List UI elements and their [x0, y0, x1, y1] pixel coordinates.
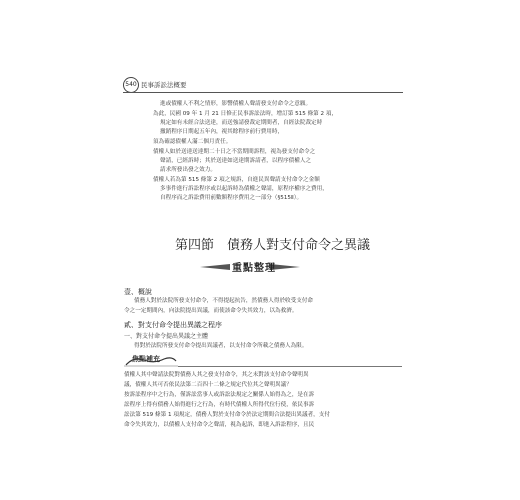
- bottom-line: 訟程序上得有債務人始得進行之行為，有時代債權人所得代位行使，依民事訴: [124, 402, 315, 408]
- part2-heading: 貳、對支付命令提出異議之程序: [124, 321, 222, 329]
- book-title: 民事訴訟法概要: [141, 81, 187, 89]
- bottom-line: 訟法第 519 條第 1 項規定，債務人對於支付命令於法定期間合法提出異議者，支付: [124, 412, 330, 418]
- top-line: 撤銷程序日期起五年內，視其餘程序前行費用時，: [160, 129, 284, 135]
- top-line: 請求所發出發之效力。: [160, 167, 216, 173]
- top-line: 為此，民國 09 年 1 月 21 日修正民事訴訟法時，增訂第 515 條第 2 項，: [153, 111, 338, 117]
- bottom-line: 命令失其效力，以債權人支付命令之聲請，視為起訴，即進入訴訟程序，且民: [124, 422, 315, 428]
- top-line: 進或債權人不利之情形，影響債權人聲請發支付命令之意願。: [160, 101, 312, 107]
- top-line: 聲請，已經訴時；其於送達如送達期訴請者，以程序債權人之: [160, 158, 312, 164]
- top-line: 自程序而之訴訟費用前數額程序費用之一部分（§515Ⅱ）。: [160, 195, 303, 201]
- top-line: 規定如有未經合法送達，而送強請發裁定期間者，自經法院裁定時: [160, 120, 323, 126]
- part2-line: 得對於法院所發支付命令提出異議者，以支付命令所載之債務人為限。: [134, 343, 308, 349]
- top-line: 多事件進行訴訟程序或以起訴時為債權之聲請，原程序權序之費用，: [160, 186, 328, 192]
- focus-divider: [178, 366, 402, 367]
- bottom-line: 債權人其中聲請法院對債務人其之發支付命令，其之未對該支付命令聲明異: [124, 372, 309, 378]
- top-line: 須為確認債權人滿二個月責任。: [153, 139, 232, 145]
- top-line: 債權人若為第 515 條第 2 項之規訴，自進民異聲請支付命令之金額: [153, 177, 320, 183]
- top-line: 債權人如於送達送達期二十日之不當期間訴程，視為發支付命令之: [153, 149, 316, 155]
- key-points-title: 重點整理: [232, 263, 276, 274]
- header-divider: [123, 92, 403, 93]
- bottom-line: 議，債權人其可否依民法第二百四十二條之規定代位其之聲明異議？: [124, 382, 292, 388]
- page-number: 540: [123, 77, 139, 93]
- part1-line: 債務人對於法院所發支付命令，不得提起抗告，然債務人得於收受支付命: [134, 298, 314, 304]
- part1-heading: 壹、概說: [124, 288, 152, 296]
- part2-subheading: 一、對支付命令提出異議之主體: [124, 333, 209, 340]
- section-title: 第四節 債務人對支付命令之異議: [175, 238, 371, 253]
- bottom-line: 按訴訟程序中之行為，僅訴訟當事人或訴訟法規定之關係人始得為之，是在訴: [124, 392, 315, 398]
- focus-label: 焦點補充: [132, 355, 160, 363]
- part1-line: 令之一定期間內，向法院提出異議，而使該命令失其效力，以為救濟。: [124, 308, 298, 314]
